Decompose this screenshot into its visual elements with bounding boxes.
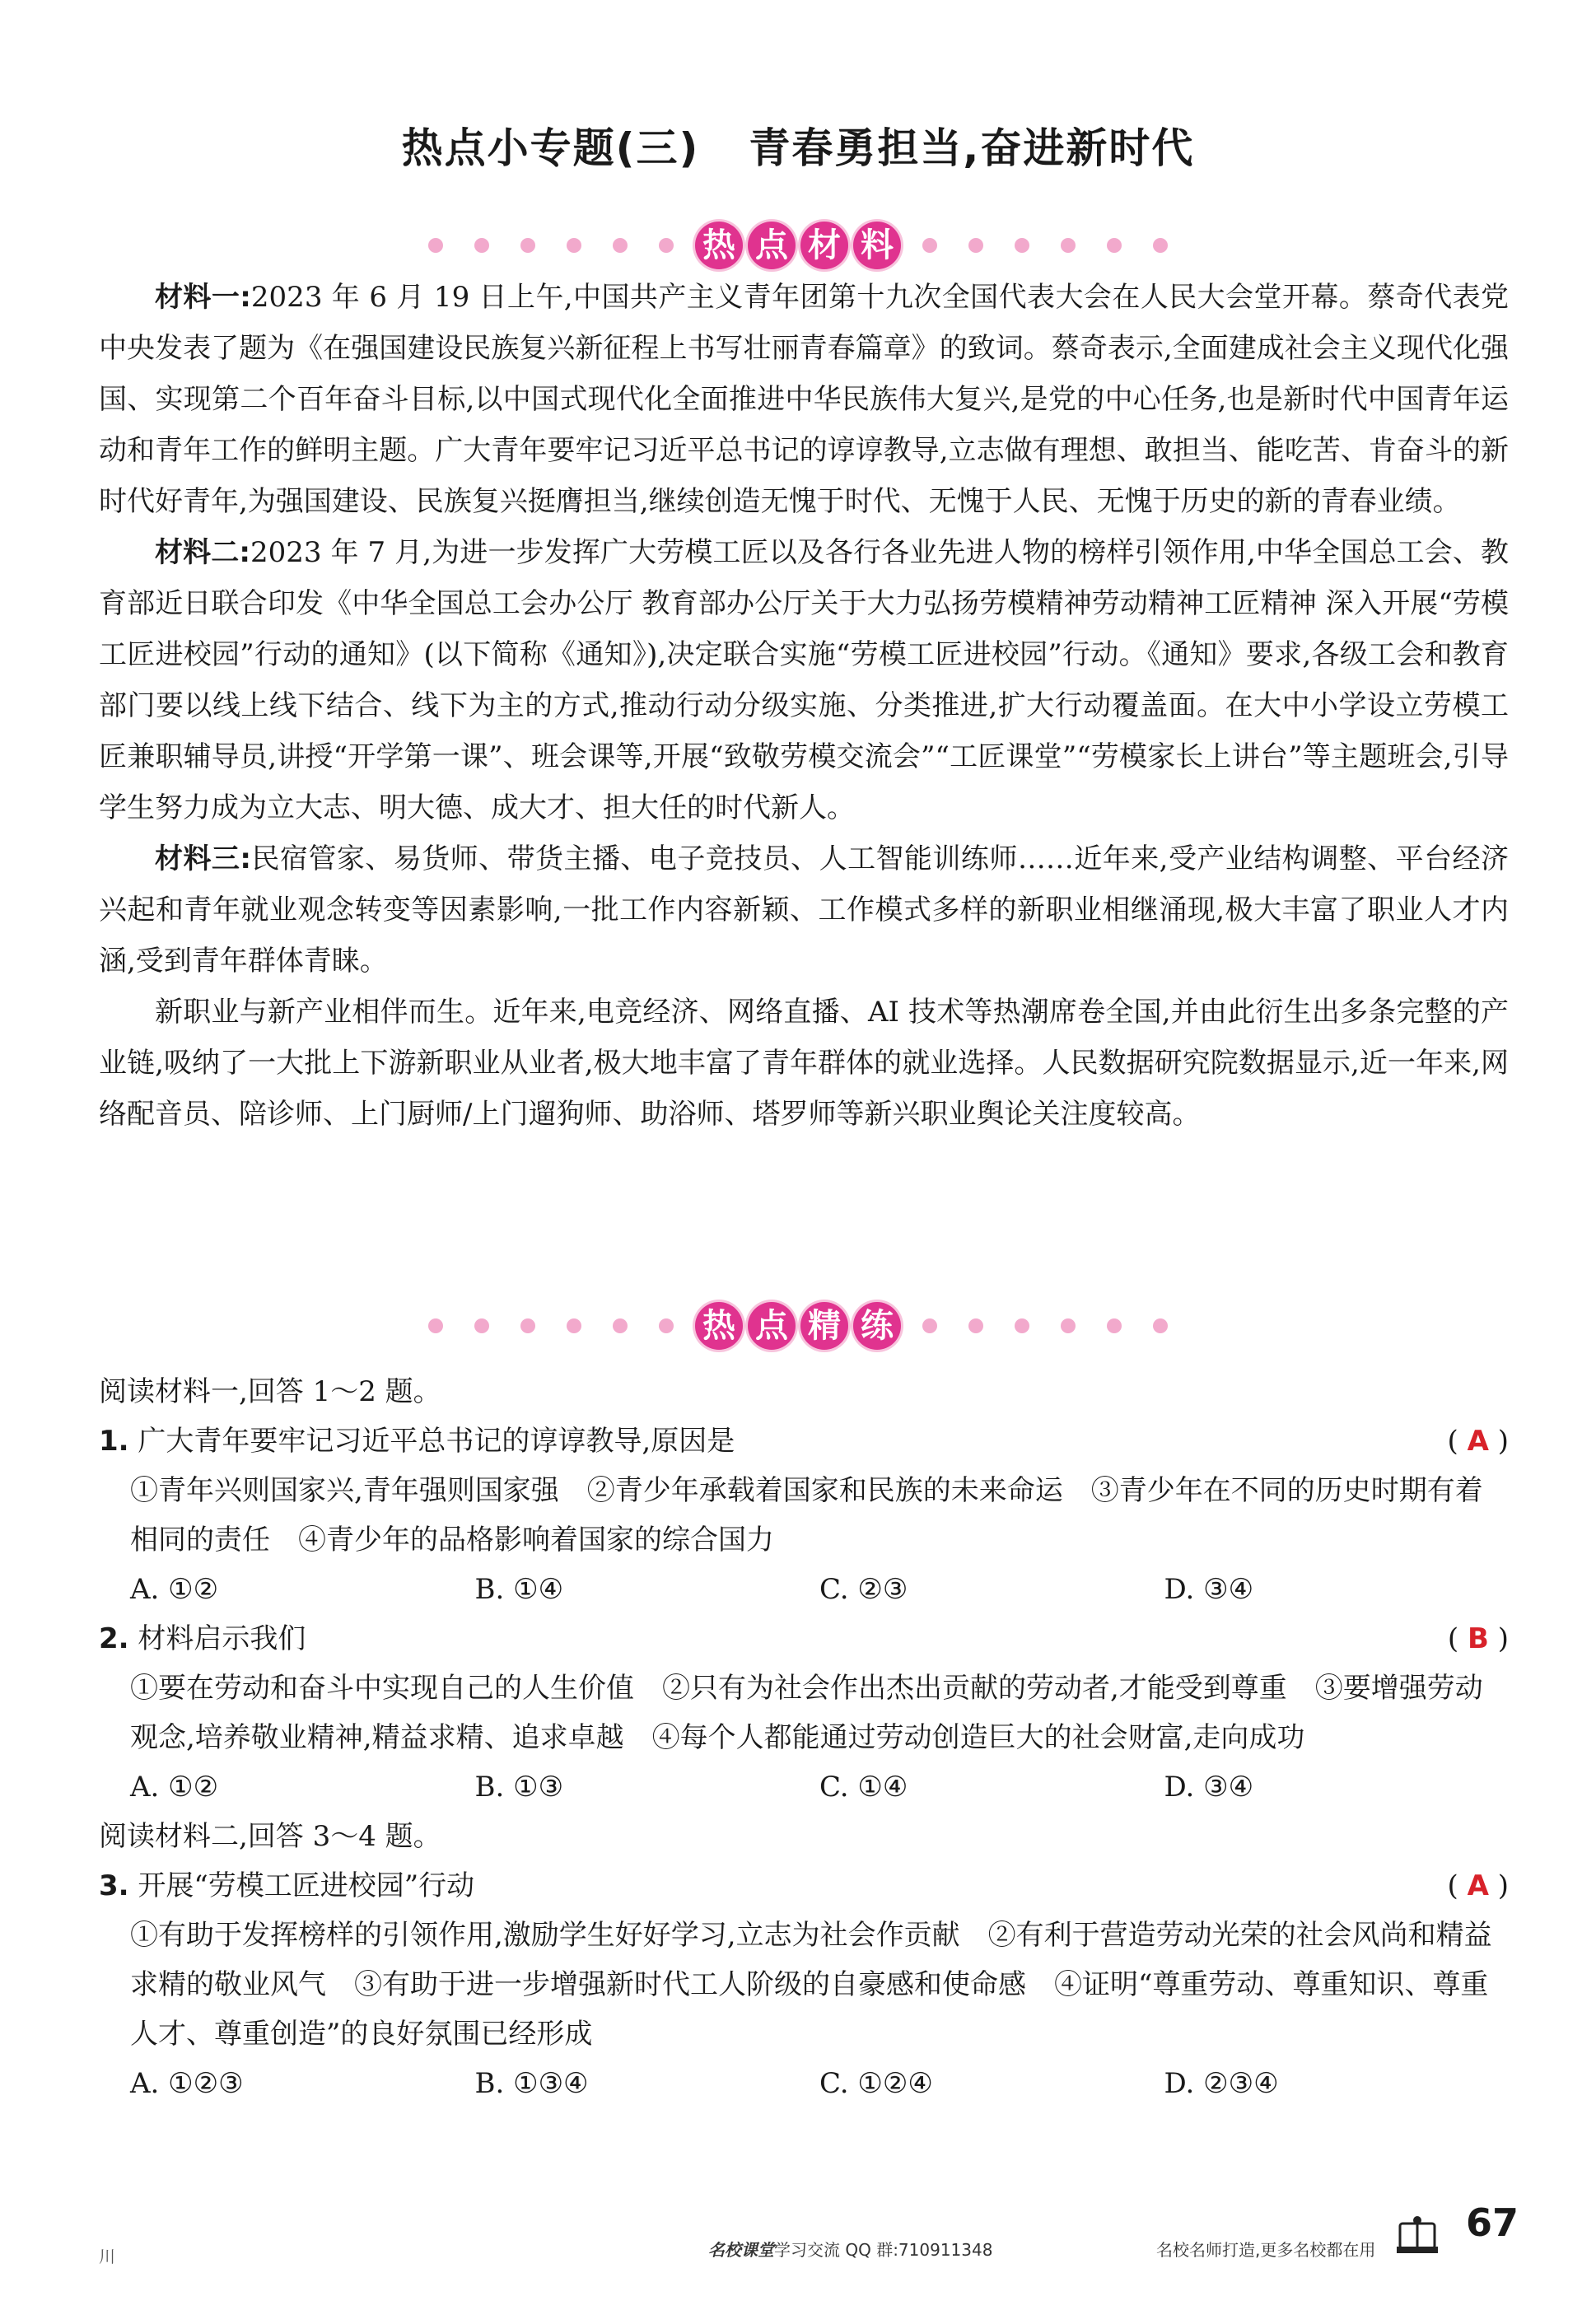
dot (1015, 1318, 1029, 1333)
page-number: 67 (1466, 2200, 1519, 2245)
dot (567, 238, 581, 253)
dot (1153, 238, 1168, 253)
option: B. ①④ (474, 1573, 564, 1606)
brand-name: 名校课堂 (708, 2240, 774, 2260)
dot (1107, 238, 1122, 253)
dot (922, 238, 937, 253)
option: D. ③④ (1164, 1771, 1254, 1804)
heading-char: 点 (748, 222, 796, 269)
heading-char: 料 (853, 222, 901, 269)
section-banner-practice (0, 1293, 1596, 1359)
question-line (99, 1861, 1509, 1911)
decorative-dots-right (922, 238, 1168, 253)
option: C. ②③ (819, 1573, 908, 1606)
options-row (99, 2059, 1509, 2108)
footer-qq-group (708, 2237, 992, 2261)
page-title (0, 115, 1596, 175)
heading-char: 练 (853, 1302, 901, 1350)
dot (428, 238, 443, 253)
dot (659, 238, 674, 253)
dot (659, 1318, 674, 1333)
material-text: 民宿管家、易货师、带货主播、电子竞技员、人工智能训练师……近年来,受产业结构调整、平台经济兴起和青年就业观念转变等因素影响,一批工作内容新颖、工作模式多样的新职业相继涌现,极大丰富了职业人才内涵,受到青年群体青睐。 (99, 842, 1509, 978)
dot (922, 1318, 937, 1333)
option: A. ①② (130, 1771, 219, 1804)
option: C. ①②④ (819, 2067, 933, 2100)
material-text: 2023 年 7 月,为进一步发挥广大劳模工匠以及各行各业先进人物的榜样引领作用,中华全国总工会、教育部近日联合印发《中华全国总工会办公厅 教育部办公厅关于大力弘扬劳模精神劳动精神工匠精神 深入开展“劳模工匠进校园”行动的通知》(以下简称《通知》),决定联合实施“劳模工匠进校园”行动。《通知》要求,各级工会和教育部门要以线上线下结合、线下为主的方式,推动行动分级实施、分类推进,扩大行动覆盖面。在大中小学设立劳模工匠兼职辅导员,讲授“开学第一课”、班会课等,开展“致敬劳模交流会”“工匠课堂”“劳模家长上讲台”等主题班会,引导学生努力成为立大志、明大德、成大才、担大任的时代新人。 (99, 536, 1509, 824)
option: B. ①③ (474, 1771, 564, 1804)
dot (428, 1318, 443, 1333)
section-heading (695, 222, 901, 269)
material-lead: 材料二: (155, 536, 250, 569)
title-main: 热点小专题(三) (401, 124, 700, 172)
footer-slogan: 名校名师打造,更多名校都在用 (1156, 2240, 1376, 2260)
section-heading (695, 1302, 901, 1350)
material-paragraph (99, 987, 1509, 1140)
question-number: 1. (99, 1425, 129, 1458)
option: D. ②③④ (1164, 2067, 1279, 2100)
question-line (99, 1416, 1509, 1466)
question-3 (99, 1861, 1509, 2108)
question-number: 3. (99, 1869, 129, 1902)
option: B. ①③④ (474, 2067, 589, 2100)
material-paragraph (99, 833, 1509, 987)
dot (613, 1318, 628, 1333)
material-lead: 材料三: (155, 842, 251, 875)
dot (1061, 238, 1076, 253)
answer-mark: A (1467, 1869, 1489, 1902)
question-2 (99, 1614, 1509, 1812)
reading-instruction: 阅读材料一,回答 1～2 题。 (99, 1375, 441, 1408)
dot (520, 238, 535, 253)
book-logo-icon (1395, 2215, 1440, 2255)
answer-mark: A (1467, 1425, 1489, 1458)
material-paragraph (99, 272, 1509, 527)
answer-slot: ( B ) (1447, 1622, 1509, 1655)
heading-char: 热 (695, 1302, 743, 1350)
dot (520, 1318, 535, 1333)
question-1 (99, 1416, 1509, 1614)
footer-region-mark: 川 (99, 2247, 115, 2266)
dot (1107, 1318, 1122, 1333)
answer-slot: ( A ) (1447, 1425, 1509, 1458)
question-stem: ①有助于发挥榜样的引领作用,激励学生好好学习,立志为社会作贡献 ②有利于营造劳动光荣的社会风尚和精益求精的敬业风气 ③有助于进一步增强新时代工人阶级的自豪感和使命感 ④证明“尊重劳动、尊重知识、尊重人才、尊重创造”的良好氛围已经形成 (130, 1919, 1492, 2051)
option: A. ①② (130, 1573, 219, 1606)
question-stem: ①青年兴则国家兴,青年强则国家强 ②青少年承载着国家和民族的未来命运 ③青少年在不同的历史时期有着相同的责任 ④青少年的品格影响着国家的综合国力 (130, 1474, 1483, 1556)
material-lead: 材料一: (155, 281, 251, 314)
dot (613, 238, 628, 253)
dot (474, 238, 489, 253)
dot (968, 238, 983, 253)
reading-instruction: 阅读材料二,回答 3～4 题。 (99, 1820, 441, 1853)
answer-slot: ( A ) (1447, 1869, 1509, 1902)
title-sub: 青春勇担当,奋进新时代 (749, 124, 1195, 172)
option: D. ③④ (1164, 1573, 1254, 1606)
dot (1061, 1318, 1076, 1333)
question-number: 2. (99, 1622, 129, 1655)
heading-char: 精 (800, 1302, 848, 1350)
decorative-dots-left (428, 1318, 674, 1333)
decorative-dots-right (922, 1318, 1168, 1333)
question-text: 材料启示我们 (138, 1622, 306, 1655)
question-text: 广大青年要牢记习近平总书记的谆谆教导,原因是 (138, 1425, 735, 1458)
dot (1015, 238, 1029, 253)
heading-char: 材 (800, 222, 848, 269)
material-text: 2023 年 6 月 19 日上午,中国共产主义青年团第十九次全国代表大会在人民大会堂开幕。蔡奇代表党中央发表了题为《在强国建设民族复兴新征程上书写壮丽青春篇章》的致词。蔡奇表示,全面建成社会主义现代化强国、实现第二个百年奋斗目标,以中国式现代化全面推进中华民族伟大复兴,是党的中心任务,也是新时代中国青年运动和青年工作的鲜明主题。广大青年要牢记习近平总书记的谆谆教导,立志做有理想、敢担当、能吃苦、肯奋斗的新时代好青年,为强国建设、民族复兴挺膺担当,继续创造无愧于时代、无愧于人民、无愧于历史的新的青春业绩。 (99, 281, 1509, 518)
options-row (99, 1565, 1509, 1614)
question-line (99, 1614, 1509, 1664)
materials-section (99, 272, 1509, 1140)
answer-mark: B (1468, 1622, 1489, 1655)
section-banner-materials (0, 212, 1596, 278)
option: C. ①④ (819, 1771, 908, 1804)
heading-char: 点 (748, 1302, 796, 1350)
qq-text: 学习交流 QQ 群:710911348 (774, 2240, 993, 2260)
dot (474, 1318, 489, 1333)
questions-section (99, 1367, 1509, 2108)
decorative-dots-left (428, 238, 674, 253)
dot (968, 1318, 983, 1333)
material-text: 新职业与新产业相伴而生。近年来,电竞经济、网络直播、AI 技术等热潮席卷全国,并由此衍生出多条完整的产业链,吸纳了一大批上下游新职业从业者,极大地丰富了青年群体的就业选择。人民数据研究院数据显示,近一年来,网络配音员、陪诊师、上门厨师/上门遛狗师、助浴师、塔罗师等新兴职业舆论关注度较高。 (99, 996, 1509, 1131)
question-text: 开展“劳模工匠进校园”行动 (138, 1869, 475, 1902)
options-row (99, 1762, 1509, 1812)
heading-char: 热 (695, 222, 743, 269)
dot (1153, 1318, 1168, 1333)
dot (567, 1318, 581, 1333)
question-stem: ①要在劳动和奋斗中实现自己的人生价值 ②只有为社会作出杰出贡献的劳动者,才能受到尊重 ③要增强劳动观念,培养敬业精神,精益求精、追求卓越 ④每个人都能通过劳动创造巨大的社会财富,走向成功 (130, 1672, 1483, 1754)
material-paragraph (99, 527, 1509, 833)
option: A. ①②③ (130, 2067, 244, 2100)
